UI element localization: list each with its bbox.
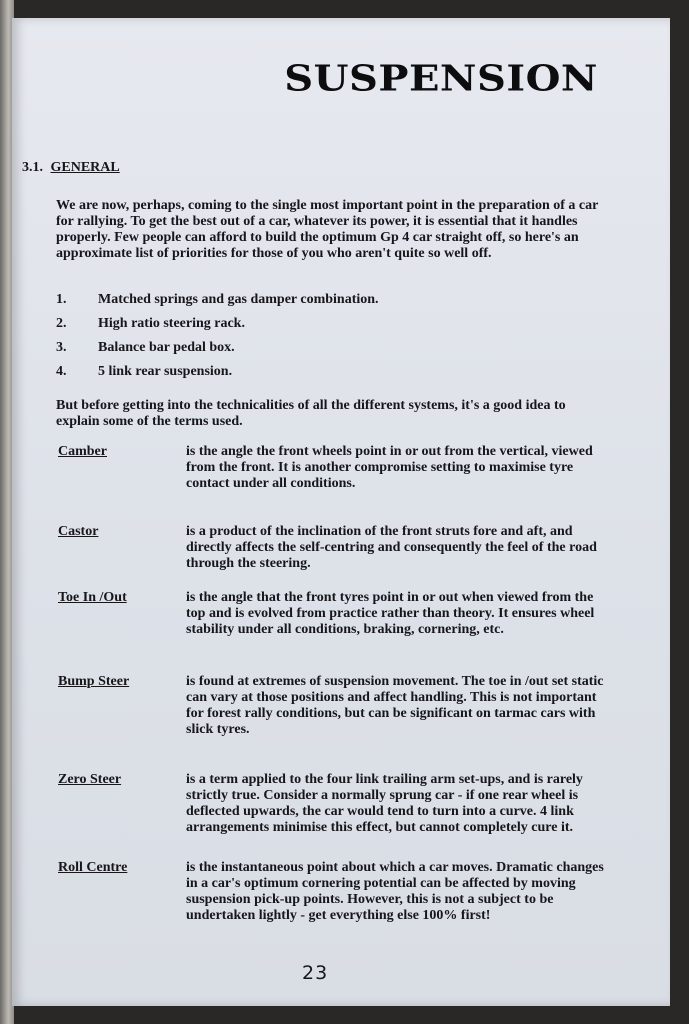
list-item: 4. 5 link rear suspension.	[56, 364, 233, 379]
list-item: 2. High ratio steering rack.	[56, 316, 245, 331]
term-roll-centre	[58, 860, 618, 924]
term-label: Bump Steer	[58, 674, 130, 689]
lead-paragraph: But before getting into the technicalities of all the different systems, it's a good idea to explain some of the terms used.	[56, 398, 566, 429]
term-toe-in-out	[58, 590, 618, 638]
term-camber	[58, 444, 618, 492]
term-bump-steer	[58, 674, 618, 738]
section-number: 3.1.	[22, 160, 43, 175]
term-definition: is a product of the inclination of the front struts fore and aft, and directly affects the self-centring and consequently the feel of the road through the steering.	[186, 524, 597, 571]
section-heading	[22, 160, 120, 176]
section-name: GENERAL	[50, 160, 120, 175]
term-castor	[58, 524, 618, 572]
term-label: Roll Centre	[58, 860, 128, 875]
book-page	[12, 18, 670, 1006]
page-number: 23	[302, 962, 329, 984]
term-definition: is the instantaneous point about which a car moves. Dramatic changes in a car's optimum cornering potential can be affected by moving suspension pick-up points. However, this is not a subject to be undertaken lightly - get everything else 100% first!	[186, 860, 604, 923]
page-title: SUSPENSION	[284, 58, 598, 100]
term-zero-steer	[58, 772, 618, 836]
term-definition: is found at extremes of suspension movement. The toe in /out set static can vary at those positions and affect handling. This is not important for forest rally conditions, but can be significant on tarmac cars with slick tyres.	[186, 674, 604, 737]
list-item: 1. Matched springs and gas damper combination.	[56, 292, 379, 307]
term-label: Zero Steer	[58, 772, 122, 787]
priority-list	[56, 292, 604, 388]
term-label: Camber	[58, 444, 107, 459]
intro-paragraph: We are now, perhaps, coming to the single most important point in the preparation of a car for rallying. To get the best out of a car, whatever its power, it is essential that it handles properly. Few people can afford to build the optimum Gp 4 car straight off, so here's an approximate list of priorities for those of you who aren't quite so well off.	[56, 198, 599, 261]
term-label: Toe In /Out	[58, 590, 127, 605]
term-definition: is the angle the front wheels point in or out from the vertical, viewed from the front. It is another compromise setting to maximise tyre contact under all conditions.	[186, 444, 593, 491]
term-definition: is the angle that the front tyres point in or out when viewed from the top and is evolved from practice rather than theory. It ensures wheel stability under all conditions, braking, cornering, etc.	[186, 590, 595, 637]
list-item: 3. Balance bar pedal box.	[56, 340, 235, 355]
term-definition: is a term applied to the four link trailing arm set-ups, and is rarely strictly true. Consider a normally sprung car - if one rear wheel is deflected upwards, the car would tend to turn into a curve. 4 link arrangements minimise this effect, but cannot completely cure it.	[186, 772, 583, 835]
term-label: Castor	[58, 524, 99, 539]
